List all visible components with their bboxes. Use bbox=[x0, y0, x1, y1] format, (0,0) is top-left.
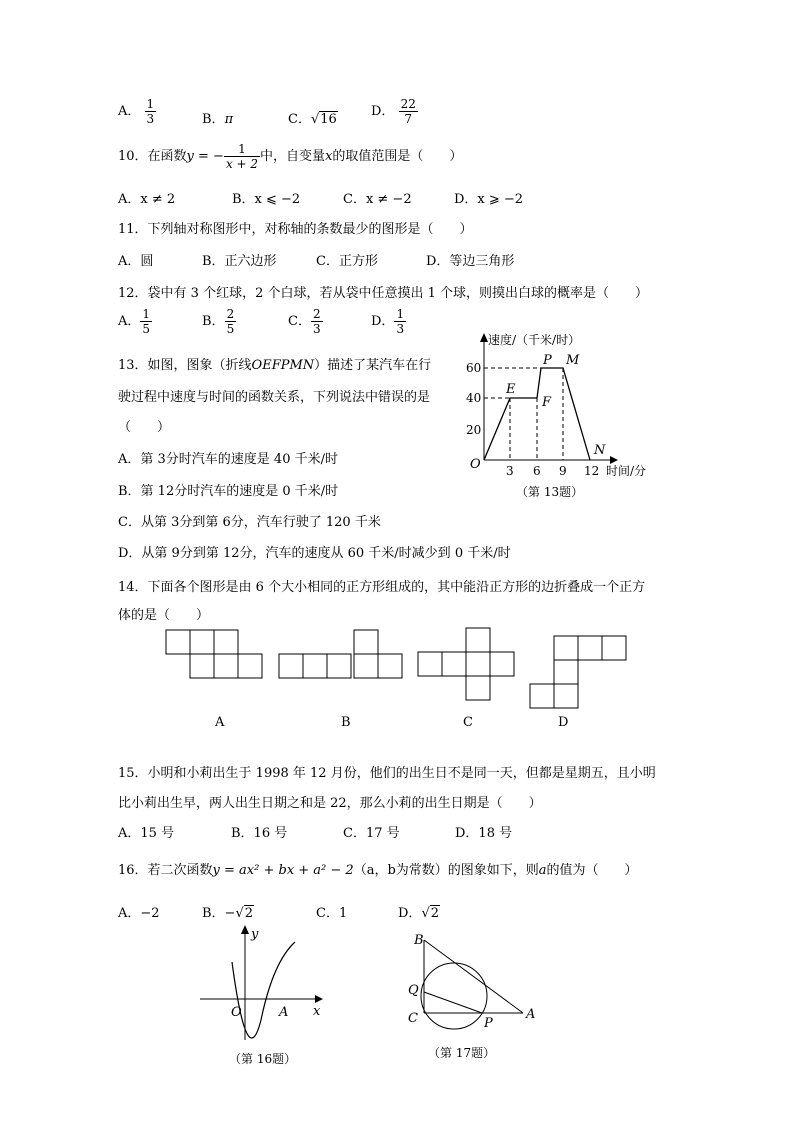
origin-label: O bbox=[231, 1005, 242, 1020]
net-d bbox=[530, 636, 626, 708]
q16-parabola-graph bbox=[195, 920, 335, 1070]
point-a-label: A bbox=[279, 1005, 289, 1020]
x-axis-label: 时间/分 bbox=[606, 464, 647, 478]
segment-ba bbox=[424, 940, 523, 1013]
q14-stem-line1: 14．下面各个图形是由 6 个大小相同的正方形组成的，其中能沿正方形的边折叠成一个正方 bbox=[118, 580, 646, 595]
point-b: B bbox=[414, 933, 424, 948]
q13-stem-line1: 13．如图，图象（折线OEFPMN）描述了某汽车在行 bbox=[118, 358, 432, 373]
q14-nets bbox=[160, 625, 640, 735]
label-c: C bbox=[463, 715, 473, 730]
q9-option-a-label: A． bbox=[118, 104, 141, 119]
point-p: P bbox=[543, 353, 552, 368]
q12-option-b: B． $\frac{2}{5}$ bbox=[202, 307, 235, 336]
point-e: E bbox=[506, 382, 516, 397]
x-tick-9: 9 bbox=[559, 464, 567, 478]
net-a bbox=[166, 630, 262, 678]
circle bbox=[421, 963, 487, 1029]
q15-option-a: A．15 号 bbox=[118, 826, 175, 841]
parabola-curve bbox=[232, 942, 295, 1038]
q13-option-d: D．从第 9分到第 12分，汽车的速度从 60 千米/时减少到 0 千米/时 bbox=[118, 546, 511, 561]
origin-label: O bbox=[470, 457, 481, 472]
q17-geometry-figure bbox=[400, 928, 550, 1068]
label-a: A bbox=[215, 715, 225, 730]
q9-option-c: C．√16 bbox=[288, 112, 337, 127]
point-p: P bbox=[484, 1016, 493, 1031]
q10-option-a: A．x ≠ 2 bbox=[118, 192, 176, 207]
q11-option-c: C．正方形 bbox=[316, 254, 378, 269]
y-label: y bbox=[251, 927, 259, 942]
q11-option-d: D．等边三角形 bbox=[426, 254, 515, 269]
point-c: C bbox=[408, 1011, 418, 1026]
q15-option-c: C．17 号 bbox=[343, 826, 400, 841]
x-tick-3: 3 bbox=[506, 464, 514, 478]
point-m: M bbox=[566, 353, 580, 368]
q15-stem-line1: 15．小明和小莉出生于 1998 年 12 月份，他们的出生日不是同一天，但都是星期五，且小明 bbox=[118, 766, 656, 781]
segment-qp bbox=[424, 992, 482, 1013]
q12-option-c: C． $\frac{2}{3}$ bbox=[288, 307, 321, 336]
q17-caption: （第 17题） bbox=[428, 1046, 496, 1060]
q13-option-b: B．第 12分时汽车的速度是 0 千米/时 bbox=[118, 484, 339, 499]
q10-option-b: B．x ⩽ −2 bbox=[232, 192, 301, 207]
y-axis-arrow bbox=[480, 333, 488, 342]
y-tick-60: 60 bbox=[466, 361, 482, 375]
point-f: F bbox=[542, 395, 552, 410]
q9-option-a-fraction: $\frac{1}{3}$ bbox=[146, 97, 155, 126]
x-label: x bbox=[313, 1004, 321, 1019]
q13-stem-line2: 驶过程中速度与时间的函数关系，下列说法中错误的是 bbox=[118, 390, 431, 405]
y-tick-40: 40 bbox=[466, 391, 482, 405]
q15-option-d: D．18 号 bbox=[455, 826, 513, 841]
q13-stem-line3: （ ） bbox=[118, 420, 171, 435]
point-n: N bbox=[594, 443, 606, 458]
label-b: B bbox=[341, 715, 351, 730]
x-axis-arrow bbox=[610, 456, 618, 464]
q12-option-d: D． $\frac{1}{3}$ bbox=[371, 307, 405, 336]
q15-stem-line2: 比小莉出生早，两人出生日期之和是 22，那么小莉的出生日期是（ ） bbox=[118, 796, 542, 811]
q10-option-d: D．x ⩾ −2 bbox=[454, 192, 524, 207]
x-axis-arrow bbox=[315, 995, 323, 1003]
q13-option-a: A．第 3分时汽车的速度是 40 千米/时 bbox=[118, 452, 338, 467]
q15-option-b: B．16 号 bbox=[231, 826, 288, 841]
q13-caption: （第 13题） bbox=[516, 485, 584, 499]
q13-option-c: C．从第 3分到第 6分，汽车行驶了 120 千米 bbox=[118, 515, 381, 530]
point-q: Q bbox=[408, 983, 419, 998]
q11-option-b: B．正六边形 bbox=[202, 254, 277, 269]
q9-options bbox=[118, 97, 156, 126]
point-a: A bbox=[526, 1007, 536, 1022]
q9-option-b: B．π bbox=[202, 112, 234, 127]
y-axis-label: 速度/（千米/时） bbox=[488, 333, 581, 347]
net-b bbox=[279, 630, 402, 678]
q16-option-b: B．−√2 bbox=[202, 906, 254, 921]
q16-stem: 16．若二次函数y = ax² + bx + a² − 2（a，b为常数）的图象如下，则a的值为（ ） bbox=[118, 863, 638, 878]
q11-stem: 11．下列轴对称图形中，对称轴的条数最少的图形是（ ） bbox=[118, 222, 473, 237]
q16-option-d: D．√2 bbox=[398, 906, 440, 921]
q10-stem: 10．在函数y = − $\frac{1}{x + 2}$ 中，自变量x的取值范围是（ ） bbox=[118, 142, 463, 171]
q13-speed-time-graph bbox=[460, 328, 660, 503]
x-tick-12: 12 bbox=[584, 464, 600, 478]
y-axis-arrow bbox=[241, 925, 249, 934]
q16-option-a: A．−2 bbox=[118, 906, 160, 921]
q12-stem: 12．袋中有 3 个红球，2 个白球，若从袋中任意摸出 1 个球，则摸出白球的概率是（ ） bbox=[118, 286, 649, 301]
q11-option-a: A．圆 bbox=[118, 254, 154, 269]
q9-option-d: D． $\frac{22}{7}$ bbox=[371, 97, 416, 126]
q16-option-c: C．1 bbox=[316, 906, 348, 921]
q16-caption: （第 16题） bbox=[229, 1052, 297, 1066]
net-c bbox=[418, 628, 514, 700]
q12-option-a: A． $\frac{1}{5}$ bbox=[118, 307, 151, 336]
q10-option-c: C．x ≠ −2 bbox=[343, 192, 412, 207]
label-d: D bbox=[558, 715, 569, 730]
q14-stem-line2: 体的是（ ） bbox=[118, 608, 210, 623]
y-tick-20: 20 bbox=[466, 423, 482, 437]
x-tick-6: 6 bbox=[533, 464, 541, 478]
